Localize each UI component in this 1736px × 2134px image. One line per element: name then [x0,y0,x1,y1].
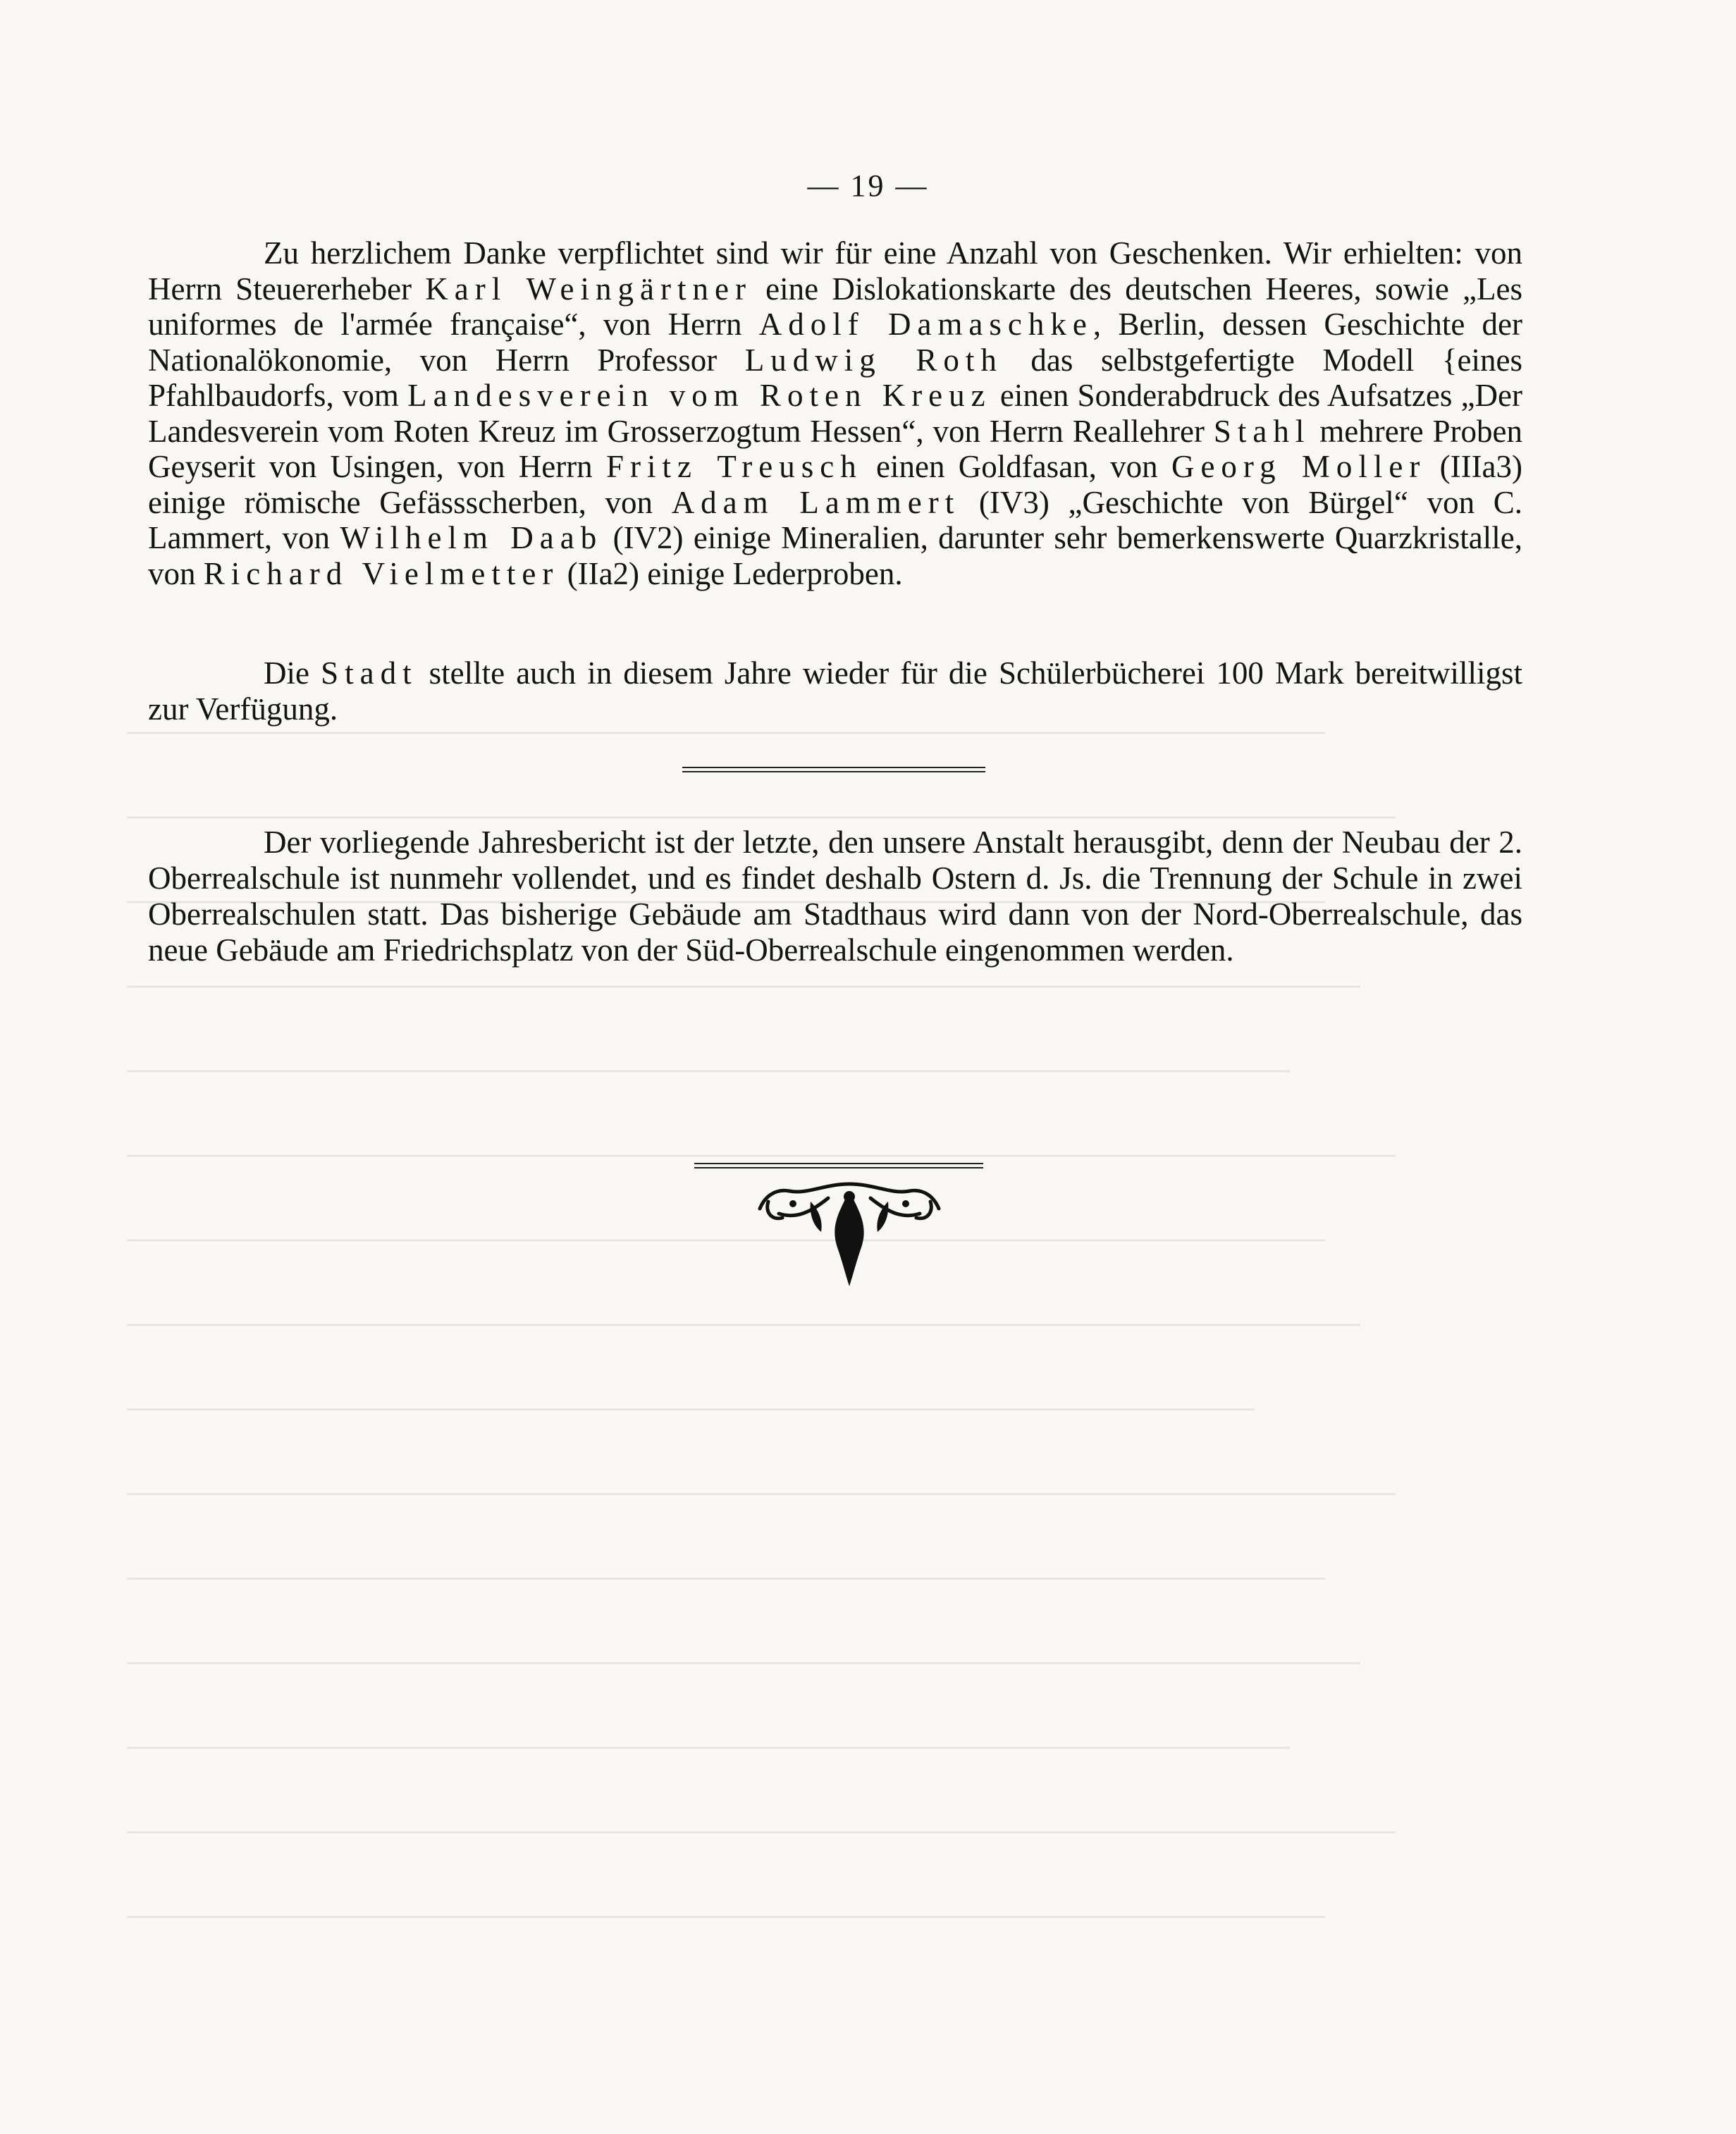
text-run: (IV2) einige Mineralien, darunter sehr bemerkenswerte Quarzkristalle, von [148,520,1522,591]
annual-report-text [148,825,1522,968]
text-run: (IIIa3) einige römische Gefässscherben, von [148,449,1523,520]
text-run: (IV3) „Geschichte von Bürgel“ von C. Lammert, von [148,484,1522,555]
text-run: Die [264,655,321,691]
city-donation-paragraph [148,655,1522,727]
donations-text [148,235,1522,591]
text-run: stellte auch in diesem Jahre wieder für die Schülerbücherei 100 Mark bereitwilligst zur Verfügung. [148,655,1523,727]
spaced-name: Stahl [1213,413,1311,449]
text-run: mehrere Proben Geyserit von Usingen, von Herrn [148,413,1522,484]
spaced-name: Ludwig Roth [744,342,1003,378]
section-divider [682,767,985,775]
donations-paragraph [148,235,1522,591]
text-run: das selbstgefertigte Modell {eines Pfahlbaudorfs, vom [148,342,1522,413]
spaced-name: Landesverein vom Roten Kreuz [407,378,992,413]
spaced-name: Richard Vielmetter [203,555,560,591]
floral-ornament [740,1170,959,1290]
text-run: , Berlin, dessen Geschichte der Nationalökonomie, von Herrn Professor [148,307,1523,378]
spaced-name: Adolf Damaschke [758,307,1093,342]
text-run: Zu herzlichem Danke verpflichtet sind wir für eine Anzahl von Geschenken. Wir erhielten: von Herrn Steuererheber [148,235,1522,307]
text-run: eine Dislokationskarte des deutschen Heeres, sowie „Les uniformes de l'armée française“, von Herrn [148,271,1523,342]
annual-report-paragraph [148,825,1522,968]
text-run: (IIa2) einige Lederproben. [559,555,903,591]
text-run: Der vorliegende Jahresbericht ist der letzte, den unsere Anstalt herausgibt, denn der Neubau der 2. Oberrealschule ist nunmehr vollendet, und es findet deshalb Ostern d. Js. die Trennung der Schule in zwei Oberrealschulen statt. Das bisherige Gebäude am Stadthaus wird dann von der Nord-Oberrealschule, das neue Gebäude am Friedrichsplatz von der Süd-Oberrealschule eingenommen werden. [148,825,1522,968]
spaced-name: Fritz Treusch [605,449,863,484]
spaced-name: Georg Moller [1171,449,1427,484]
spaced-name: Wilhelm Daab [340,520,603,555]
text-run: einen Goldfasan, von [862,449,1171,484]
spaced-name: Stadt [321,655,418,691]
text-run: einen Sonderabdruck des Aufsatzes „Der Landesverein vom Roten Kreuz im Grosserzogtum Hessen“, von Herrn Reallehrer [148,378,1522,449]
spaced-name: Karl Weingärtner [425,271,752,307]
spaced-name: Adam Lammert [671,484,961,520]
city-donation-text [148,655,1522,727]
page-number: — 19 — [807,168,929,203]
